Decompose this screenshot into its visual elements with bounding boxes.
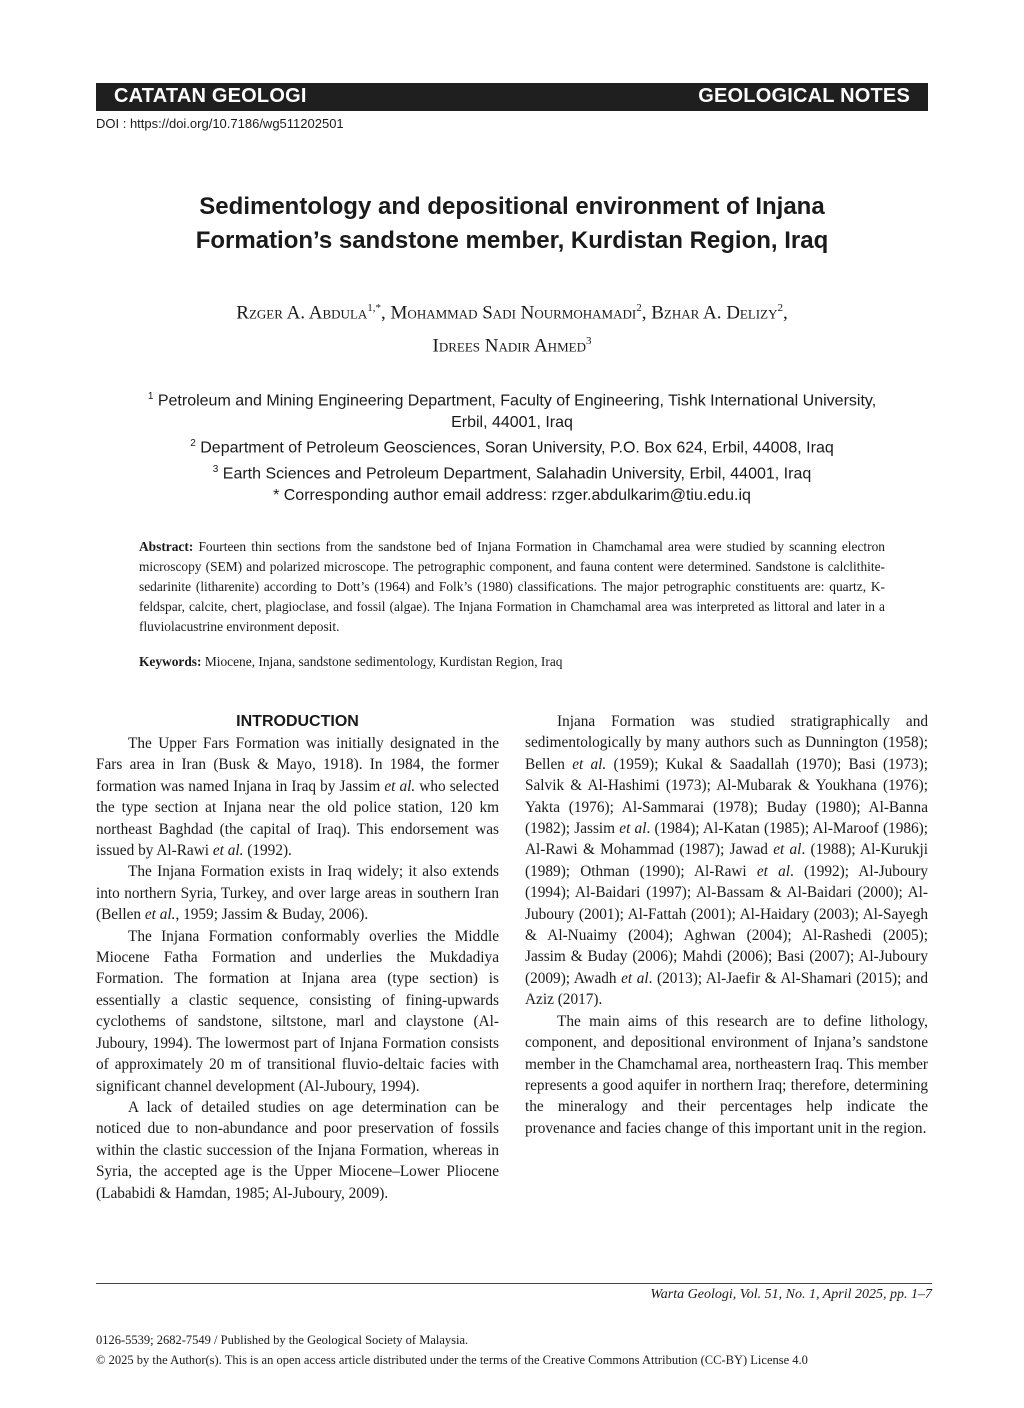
publisher-info: [96, 1330, 808, 1370]
affiliation-2: [96, 433, 928, 459]
title-line-1: Sedimentology and depositional environment of Injana: [199, 193, 825, 220]
affiliation-number: 1: [147, 391, 154, 402]
affiliation-text: Department of Petroleum Geosciences, Soran University, P.O. Box 624, Erbil, 44008, Iraq: [200, 439, 834, 457]
section-label-malay: CATATAN GEOLOGI: [114, 85, 307, 107]
issn-publisher-line: 0126-5539; 2682-7549 / Published by the Geological Society of Malaysia.: [96, 1333, 469, 1347]
authors-line-1: Rzger A. Abdula$^{1,*}$, Mohammad Sadi Nourmohamadi$^2$, Bzhar A. Delizy$^2$,: [236, 302, 788, 324]
author-affiliation-mark: 3: [585, 335, 592, 348]
author-name: Idrees Nadir Ahmed: [432, 335, 586, 357]
paragraph: Injana Formation was studied stratigraphically and sedimentologically by many authors such as Dunnington (1958); Bellen et al. (1959); Kukal & Saadallah (1970); Basi (1973); Salvik & Al-Hashimi (1973); Al-Mubarak & Youkhana (1976); Yakta (1976); Al-Sammarai (1978); Buday (1980); Al-Banna (1982); Jassim et al. (1984); Al-Katan (1985); Al-Maroof (1986); Al-Rawi & Mohammad (1987); Jawad et al. (1988); Al-Kurukji (1989); Othman (1990); Al-Rawi et al. (1992); Al-Juboury (1994); Al-Baidari (1997); Al-Bassam & Al-Baidari (2000); Al-Juboury (2001); Al-Fattah (2001); Al-Haidary (2003); Al-Sayegh & Al-Nuaimy (2004); Aghwan (2004); Al-Rashedi (2005); Jassim & Buday (2006); Mahdi (2006); Basi (2007); Al-Juboury (2009); Awadh et al. (2013); Al-Jaefir & Al-Shamari (2015); and Aziz (2017).: [525, 713, 929, 1009]
license-line: © 2025 by the Author(s). This is an open access article distributed under the terms of the Creative Commons Attribution (CC-BY) License 4.0: [96, 1353, 808, 1367]
paragraph: A lack of detailed studies on age determination can be noticed due to non-abundance and poor preservation of fossils within the clastic succession of the Injana Formation, whereas in Syria, the accepted age is the Upper Miocene–Lower Pliocene (Lababidi & Hamdan, 1985; Al-Juboury, 2009).: [96, 1098, 499, 1202]
paragraph: The Injana Formation exists in Iraq widely; it also extends into northern Syria, Turkey, and over large areas in southern Iran (Bellen et al., 1959; Jassim & Buday, 2006).: [96, 863, 499, 924]
section-heading-introduction: INTRODUCTION: [236, 713, 359, 730]
author-name: Rzger A. Abdula: [236, 302, 368, 324]
author-name: Mohammad Sadi Nourmohamadi: [390, 302, 637, 324]
affiliation-1-cont: Erbil, 44001, Iraq: [451, 413, 573, 431]
affiliation-text: Earth Sciences and Petroleum Department, Salahadin University, Erbil, 44001, Iraq: [222, 465, 812, 483]
affiliation-number: 3: [212, 464, 219, 476]
article-title: [96, 190, 928, 258]
affiliation-text: Petroleum and Mining Engineering Department, Faculty of Engineering, Tishk International University,: [157, 392, 877, 410]
journal-header-bar: [96, 83, 928, 111]
abstract: [139, 537, 885, 637]
author-affiliation-mark: 2: [777, 302, 783, 314]
keywords-label: Keywords:: [139, 654, 202, 669]
affiliation-1: [96, 386, 928, 412]
footer-divider: [96, 1283, 932, 1284]
keywords: [139, 652, 885, 672]
affiliations: [96, 386, 928, 506]
abstract-label: Abstract:: [139, 539, 194, 554]
section-label-english: GEOLOGICAL NOTES: [698, 85, 910, 107]
doi-line[interactable]: DOI : https://doi.org/10.7186/wg511202501: [96, 116, 344, 131]
journal-reference: Warta Geologi, Vol. 51, No. 1, April 2025, pp. 1–7: [650, 1287, 932, 1302]
author-list: [96, 294, 928, 361]
paragraph: The Injana Formation conformably overlies the Middle Miocene Fatha Formation and underlies the Mukdadiya Formation. The formation at Injana area (type section) is essentially a clastic sequence, consisting of fining-upwards cyclothems of sandstone, siltstone, marl and claystone (Al-Juboury, 1994). The lowermost part of Injana Formation consists of approximately 20 m of transitional fluvio-deltaic facies with significant channel development (Al-Juboury, 1994).: [96, 927, 499, 1095]
keywords-text: Miocene, Injana, sandstone sedimentology, Kurdistan Region, Iraq: [204, 654, 563, 669]
corresponding-author: * Corresponding author email address: rzger.abdulkarim@tiu.edu.iq: [273, 486, 751, 504]
authors-line-2: [96, 327, 928, 360]
affiliation-3: [96, 459, 928, 485]
author-affiliation-mark: 2: [636, 302, 642, 314]
paragraph: The Upper Fars Formation was initially designated in the Fars area in Iran (Busk & Mayo, 1918). In 1984, the former formation was named Injana in Iraq by Jassim et al. who selected the type section at Injana near the old police station, 120 km northeast Baghdad (the capital of Iraq). This endorsement was issued by Al-Rawi et al. (1992).: [96, 735, 499, 860]
body-column-right: [525, 711, 928, 1139]
title-line-2: Formation’s sandstone member, Kurdistan Region, Iraq: [195, 227, 829, 254]
author-name: Bzhar A. Delizy: [651, 302, 778, 324]
abstract-text: Fourteen thin sections from the sandstone bed of Injana Formation in Chamchamal area were studied by scanning electron microscopy (SEM) and polarized microscope. The petrographic component, and fauna content were determined. Sandstone is calclithite-sedarinite (litharenite) according to Dott’s (1964) and Folk’s (1980) classifications. The major petrographic constituents are: quartz, K-feldspar, calcite, chert, plagioclase, and fossil (algae). The Injana Formation in Chamchamal area was interpreted as littoral and later in a fluviolacustrine environment deposit.: [139, 539, 885, 634]
body-column-left: [96, 711, 499, 1204]
affiliation-number: 2: [190, 438, 196, 450]
paragraph: The main aims of this research are to define lithology, component, and depositional environment of Injana’s sandstone member in the Chamchamal area, northeastern Iraq. This member represents a good aquifer in northern Iraq; therefore, determining the mineralogy and their percentages help indicate the provenance and facies change of this important unit in the region.: [525, 1012, 928, 1137]
author-affiliation-mark: 1,*: [367, 302, 382, 314]
